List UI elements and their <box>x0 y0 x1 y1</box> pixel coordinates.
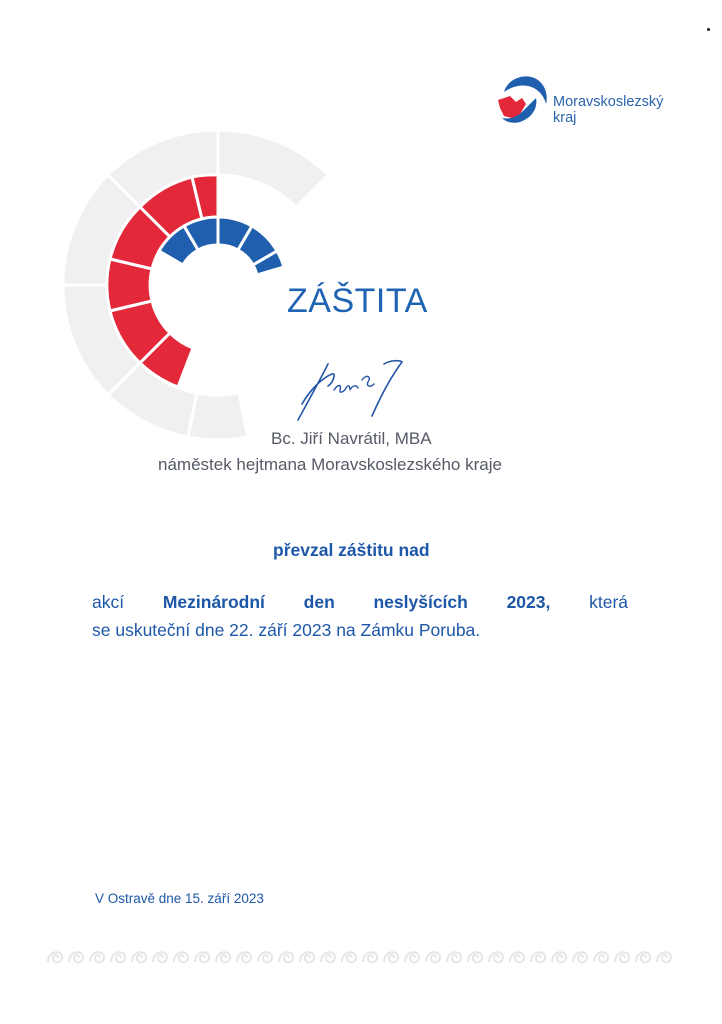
border-loop <box>132 952 146 962</box>
patronage-heading: převzal záštitu nad <box>273 540 430 560</box>
border-loop <box>510 952 524 962</box>
scan-dot <box>707 28 710 31</box>
border-loop <box>195 952 209 962</box>
border-loop <box>279 952 293 962</box>
border-loop <box>90 952 104 962</box>
event-word: akcí <box>92 592 125 612</box>
region-logo <box>496 70 686 130</box>
event-line-2: se uskuteční dne 22. září 2023 na Zámku Poruba. <box>92 620 481 640</box>
border-loop <box>258 952 272 962</box>
border-loop <box>594 952 608 962</box>
signatory-name: Bc. Jiří Navrátil, MBA <box>271 429 432 448</box>
logo-text-line2: kraj <box>553 110 577 126</box>
border-loop <box>342 952 356 962</box>
document-title: ZÁŠTITA <box>287 282 428 320</box>
border-loop <box>447 952 461 962</box>
event-line-1 <box>92 592 628 613</box>
handwritten-signature <box>290 350 430 425</box>
border-loop <box>111 952 125 962</box>
border-loop <box>48 952 62 962</box>
decorative-border-pattern <box>42 944 682 970</box>
border-loop <box>237 952 251 962</box>
event-name-word: Mezinárodní <box>162 592 265 612</box>
border-loop <box>573 952 587 962</box>
border-loop <box>69 952 83 962</box>
event-word: která <box>589 592 628 612</box>
signatory-position: náměstek hejtmana Moravskoslezského kraje <box>158 455 502 474</box>
border-loop <box>300 952 314 962</box>
border-loop <box>405 952 419 962</box>
region-logo-mark-icon <box>496 70 552 130</box>
border-loop <box>153 952 167 962</box>
border-loop <box>174 952 188 962</box>
event-name-word: neslyšících <box>373 592 468 612</box>
border-loop <box>615 952 629 962</box>
border-loop <box>216 952 230 962</box>
border-loop <box>552 952 566 962</box>
border-loop <box>384 952 398 962</box>
event-name-word: den <box>303 592 335 612</box>
logo-text-line1: Moravskoslezský <box>553 94 664 110</box>
border-loop <box>489 952 503 962</box>
border-loop <box>531 952 545 962</box>
event-name-year: 2023, <box>506 592 551 612</box>
border-loop <box>321 952 335 962</box>
border-loop <box>468 952 482 962</box>
border-loop <box>363 952 377 962</box>
border-loop <box>426 952 440 962</box>
border-loop <box>657 952 671 962</box>
place-and-date: V Ostravě dne 15. září 2023 <box>95 891 264 906</box>
border-loop <box>636 952 650 962</box>
